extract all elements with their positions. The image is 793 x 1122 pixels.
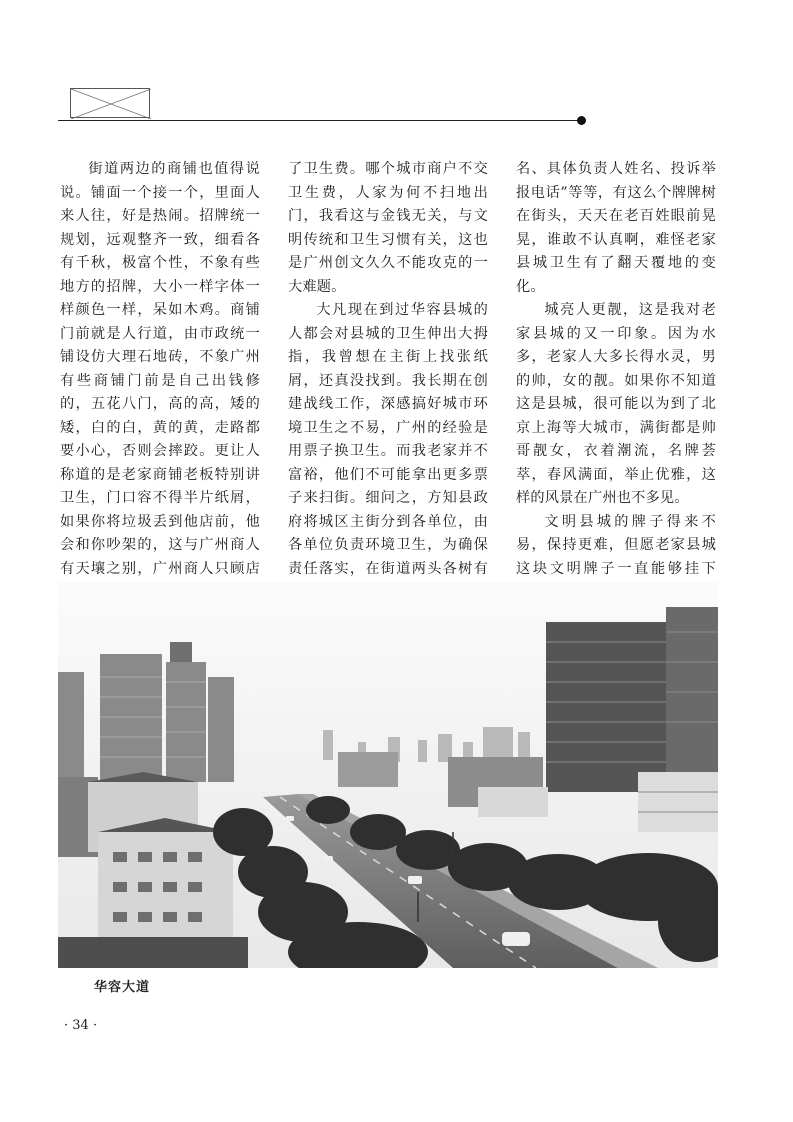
paragraph: 街道两边的商铺也值得说说。铺面一个接一个，里面人来人往，好是热闹。招牌统一规划，远观整齐一致，细看各有千秋，极富个性，不象有些地方的招牌，大小一样字体一样颜色一样，呆如木鸡。商铺门前就是人行道，由市政统一铺设仿大理石地砖，不象广州有些商铺门前是自己出钱修的，五花八门，高的高，矮的矮，白的白，黄的黄，走路都要小心，否则会摔跤。更让人称道的是老家商铺老板特别讲卫生，门口容不得半片纸屑，如果你将垃圾丢到他店前，他会和你吵架的，这与广州商人有天壤之别，广州商人只顾店 (60, 161, 260, 577)
page-number: · 34 · (64, 1018, 98, 1033)
header-logo-placeholder (70, 88, 150, 118)
paragraph: 了卫生费。哪个城市商户不交卫生费，人家为何不扫地出门，我看这与金钱无关，与文明传统和卫生习惯有关，这也是广州创文久久不能攻克的一大难题。 (288, 161, 488, 295)
text-column-2 (288, 158, 488, 652)
photo-caption: 华容大道 (94, 980, 151, 995)
paragraph: 城亮人更靓，这是我对老家县城的又一印象。因为水多，老家人大多长得水灵，男的帅，女的靓。如果你不知道这是县城，很可能以为到了北京上海等大城市，满街都是帅哥靓女，衣着潮流，名牌荟萃，春风满面，举止优雅，这样的风景在广州也不多见。 (516, 302, 716, 506)
paragraph: 大凡现在到过华容县城的人都会对县城的卫生伸出大拇指，我曾想在主街上找张纸屑，还真没找到。我长期在创建战线工作，深感搞好城市环境卫生之不易，广州的经验是用票子换卫生。而我老家并不富裕，他们不可能拿出更多票子来扫街。细问之，方知县政府将城区主街分到各单位，由各单位负责环境卫生，为确保责任落实，在街道两头各树有 (288, 302, 488, 577)
paragraph: 名、具体负责人姓名、投诉举报电话”等等，有这么个牌牌树在街头，天天在老百姓眼前晃晃，谁敢不认真啊，难怪老家县城卫生有了翻天覆地的变化。 (516, 161, 716, 295)
street-photo (58, 582, 718, 968)
text-column-3 (516, 158, 716, 628)
paragraph: 文明县城的牌子得来不易，保持更难，但愿老家县城这块文明牌子一直能够挂下 (516, 513, 716, 577)
header-rule-dot (577, 116, 586, 125)
header-rule (58, 120, 581, 121)
text-column-1 (60, 158, 260, 652)
